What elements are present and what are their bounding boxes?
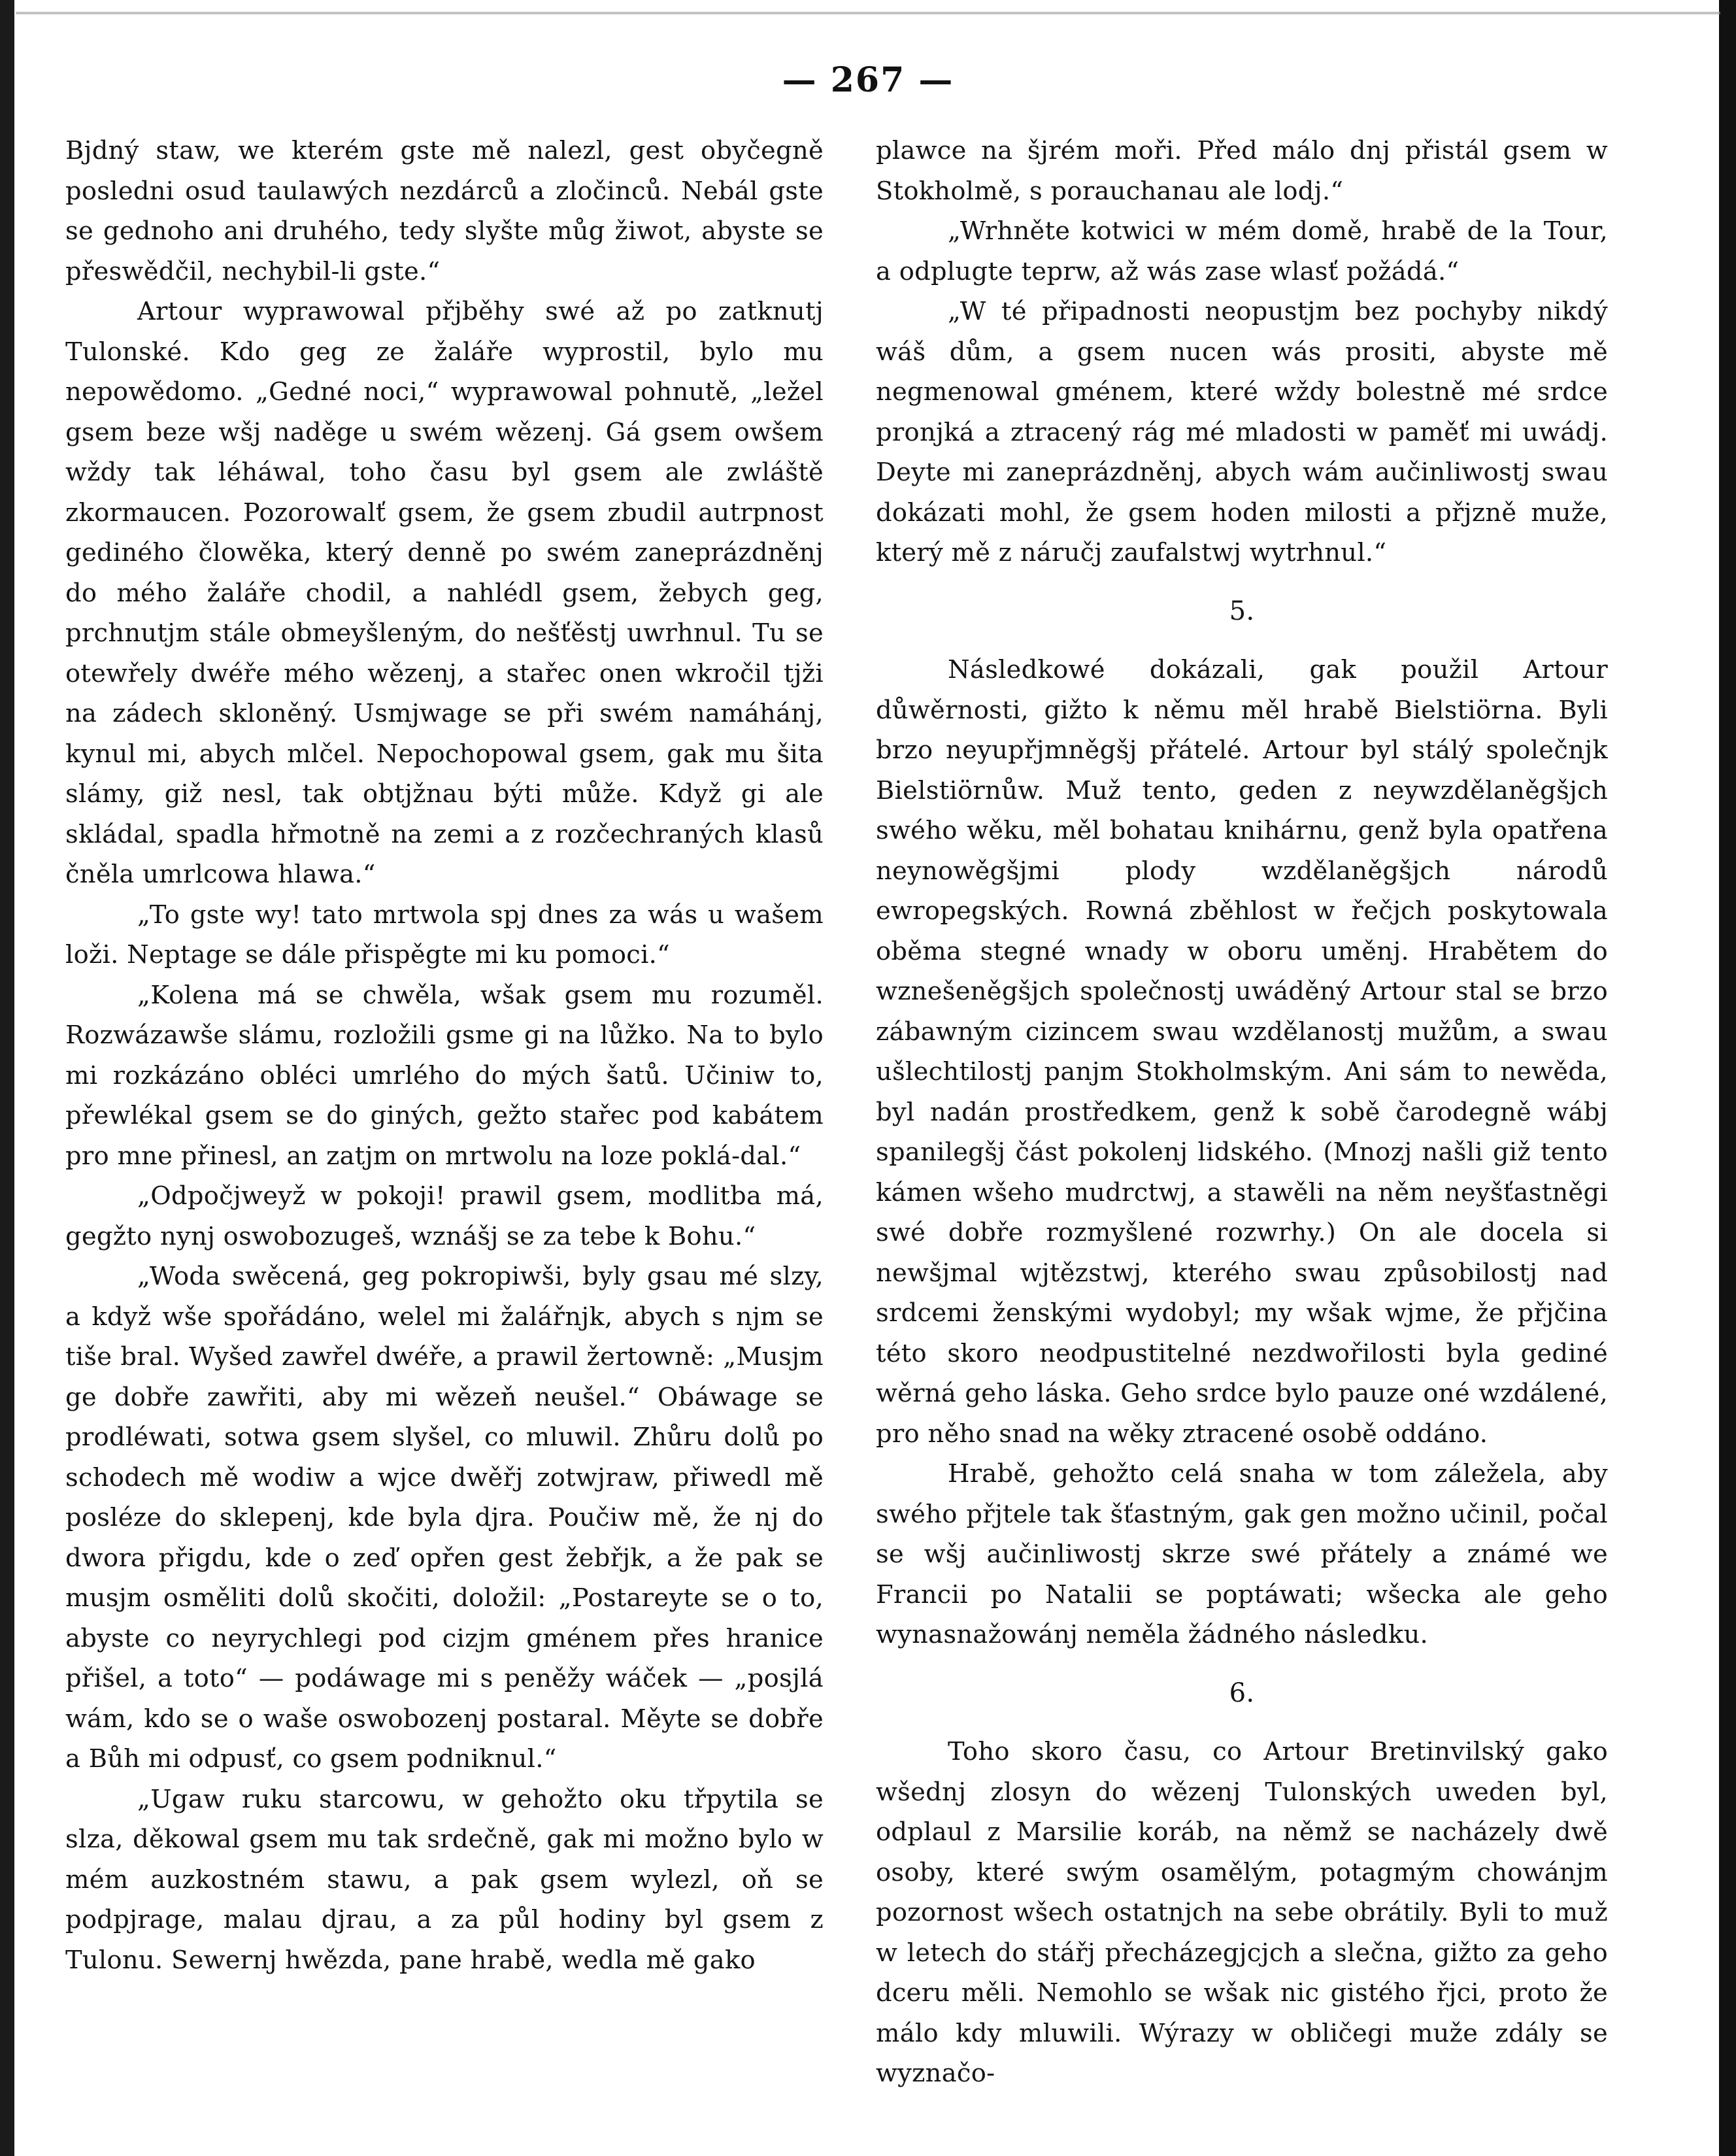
section-heading-5: 5. (1229, 596, 1255, 626)
paragraph: „Ugaw ruku starcowu, w gehožto oku třpytila se slza, děkowal gsem mu tak srdečně, gak mi možno bylo w mém auzkostném stawu, a pak gsem wylezl, oň se podpjrage, malau djrau, a za půl hodiny byl gsem z Tulonu. Sewernj hwězda, pane hrabě, wedla mě gako (65, 1784, 824, 1975)
paragraph: „W té připadnosti neopustjm bez pochyby nikdý wáš dům, a gsem nucen wás prositi, abyste mě negmenowal gménem, které wždy bolestně mé srdce pronjká a ztracený rág mé mladosti w paměť mi uwádj. Deyte mi zaneprázdněnj, abych wám aučinliwostj swau dokázati mohl, že gsem hoden milosti a přjzně muže, který mě z náručj zaufalstwj wytrhnul.“ (876, 297, 1608, 567)
page-top-edge (16, 12, 1720, 14)
paragraph: „Wrhněte kotwici w mém domě, hrabě de la Tour, a odplugte teprw, až wás zase wlasť požádá.“ (876, 216, 1608, 286)
paragraph: „To gste wy! tato mrtwola spj dnes za wás u wašem loži. Neptage se dále přispěgte mi ku pomoci.“ (65, 900, 824, 969)
paragraph: „Odpočjweyž w pokoji! prawil gsem, modlitba má, gegžto nynj oswobozugeš, wznášj se za tebe k Bohu.“ (65, 1181, 824, 1251)
paragraph: plawce na šjrém moři. Před málo dnj přistál gsem w Stokholmě, s porauchanau ale lodj.“ (876, 136, 1608, 206)
paragraph: Toho skoro času, co Artour Bretinvilský gako wšednj zlosyn do wězenj Tulonských uweden byl, odplaul z Marsilie koráb, na němž se nacházely dwě osoby, které swým osamělým, potagmým chowánjm pozornost wšech ostatnjch na sebe obrátily. Byli to muž w letech do stářj přecházegjcjch a slečna, gižto za geho dceru měli. Nemohlo se wšak nic gistého řjci, proto že málo kdy mluwili. Wýrazy w obličegi muže zdály se wyznačo- (876, 1737, 1608, 2088)
left-column (65, 131, 824, 1980)
page-left-edge (0, 0, 14, 2156)
paragraph: Bjdný staw, we kterém gste mě nalezl, gest obyčegně posledni osud taulawých nezdárců a zločinců. Nebál gste se gednoho ani druhého, tedy slyšte můg žiwot, abyste se přeswědčil, nechybil-li gste.“ (65, 136, 824, 286)
section-heading-6: 6. (1229, 1677, 1255, 1708)
paragraph: Artour wyprawowal přjběhy swé až po zatknutj Tulonské. Kdo geg ze žaláře wyprostil, bylo mu nepowědomo. „Gedné noci,“ wyprawowal pohnutě, „ležel gsem beze wšj naděge u swém wězenj. Gá gsem owšem wždy tak léháwal, toho času byl gsem ale zwláště zkormaucen. Pozorowalť gsem, že gsem zbudil autrpnost gediného člowěka, který denně po swém zaneprázdněnj do mého žaláře chodil, a nahlédl gsem, žebych geg, prchnutjm stále obmeyšleným, do nešťěstj uwrhnul. Tu se otewřely dwéře mého wězenj, a stařec onen wkročil tjži na zádech skloněný. Usmjwage se při swém namáhánj, kynul mi, abych mlčel. Nepochopowal gsem, gak mu šita slámy, giž nesl, tak obtjžnau býti může. Když gi ale skládal, spadla hřmotně na zemi a z rozčechraných klasů čněla umrlcowa hlawa.“ (65, 297, 824, 889)
right-column (876, 131, 1608, 2094)
paragraph: Hrabě, gehožto celá snaha w tom záležela, aby swého přjtele tak šťastným, gak gen možno učinil, počal se wšj aučinliwostj skrze swé přátely a známé we Francii po Natalii se poptáwati; wšecka ale geho wynasnažowánj neměla žádného následku. (876, 1459, 1608, 1649)
page-right-edge (1719, 0, 1736, 2156)
page-number: — 267 — (782, 60, 954, 100)
paragraph: Následkowé dokázali, gak použil Artour důwěrnosti, gižto k němu měl hrabě Bielstiörna. Byli brzo neyupřjmněgšj přátelé. Artour byl stálý společnjk Bielstiörnůw. Muž tento, geden z neywzdělaněgšjch swého wěku, měl bohatau knihárnu, genž byla opatřena neynowěgšjmi plody wzdělaněgšjch národů ewropegských. Rowná zběhlost w řečjch poskytowala oběma stegné wnady w oboru uměnj. Hrabětem do wznešeněgšjch společnostj uwáděný Artour stal se brzo zábawným cizincem swau wzdělanostj mužům, a swau ušlechtilostj panjm Stokholmským. Ani sám to newěda, byl nadán prostředkem, genž k sobě čarodegně wábj spanilegšj část pokolenj lidského. (Mnozj našli giž tento kámen wšeho mudrctwj, a stawěli na něm neyšťastněgi swé dobře rozmyšlené rozwrhy.) On ale docela si newšjmal wjtězstwj, kterého swau způsobilostj nad srdcemi ženskými wydobyl; my wšak wjme, že přjčina této skoro neodpustitelné nezdwořilosti byla gediné wěrná geho láska. Geho srdce bylo pauze oné wzdálené, pro něho snad na wěky ztracené osobě oddáno. (876, 655, 1608, 1449)
paragraph: „Kolena má se chwěla, wšak gsem mu rozuměl. Rozwázawše slámu, rozložili gsme gi na lůžko. Na to bylo mi rozkázáno obléci umrlého do mých šatů. Učiniw to, přewlékal gsem se do giných, gežto stařec pod kabátem pro mne přinesl, an zatjm on mrtwolu na loze poklá-dal.“ (65, 980, 824, 1171)
paragraph: „Woda swěcená, geg pokropiwši, byly gsau mé slzy, a když wše spořádáno, welel mi žalářnjk, abych s njm se tiše bral. Wyšed zawřel dwéře, a prawil žertowně: „Musjm ge dobře zawřiti, aby mi wězeň neušel.“ Obáwage se prodléwati, sotwa gsem slyšel, co mluwil. Zhůru dolů po schodech mě wodiw a wjce dwěřj zotwjraw, přiwedl mě posléze do sklepenj, kde byla djra. Poučiw mě, že nj do dwora přigdu, kde o zeď opřen gest žebřjk, a že pak se musjm osměliti dolů skočiti, doložil: „Postareyte se o to, abyste co neyrychlegi pod cizjm gménem přes hranice přišel, a toto“ — podáwage mi s peněžy wáček — „posjlá wám, kdo se o waše oswobozenj postaral. Měyte se dobře a Bůh mi odpusť, co gsem podniknul.“ (65, 1262, 824, 1774)
